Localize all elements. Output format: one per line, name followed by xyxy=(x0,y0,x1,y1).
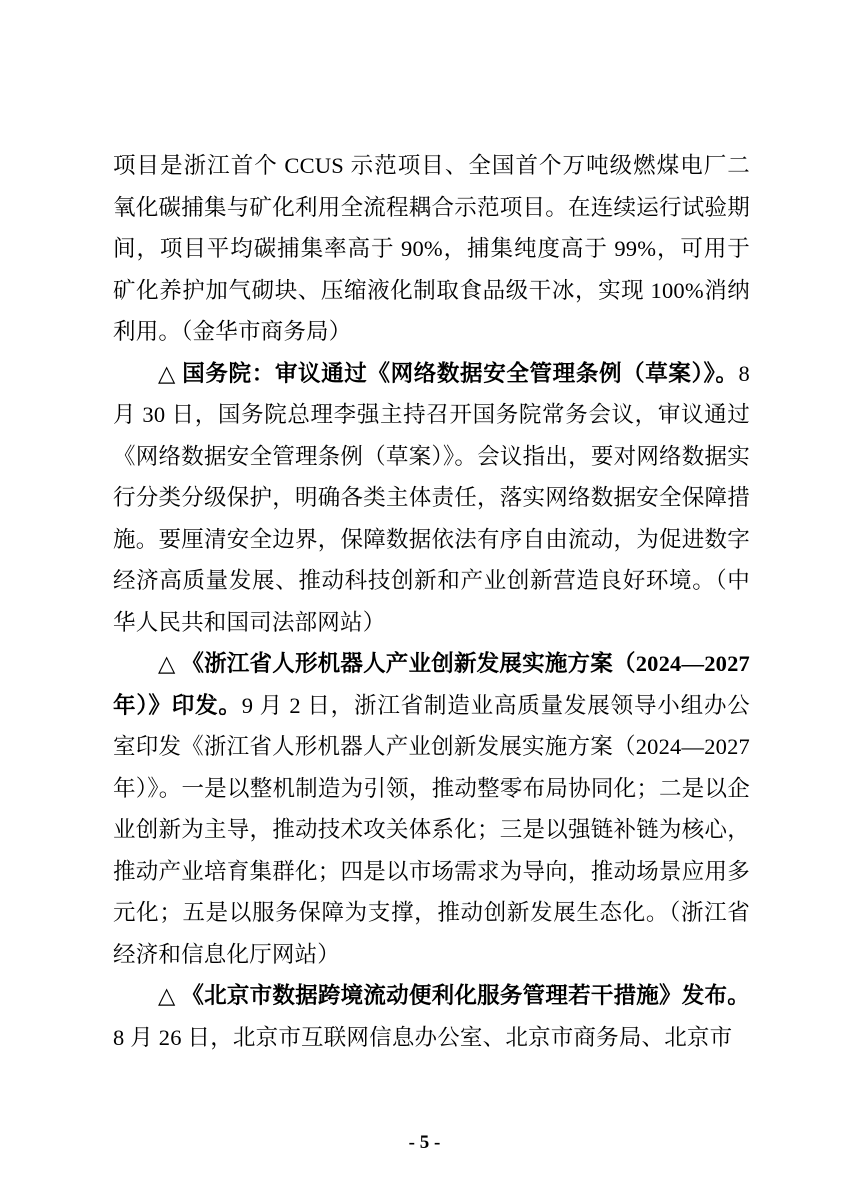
paragraph-beijing-cross-border-data-measures xyxy=(113,975,750,1058)
item-headline: △ 国务院：审议通过《网络数据安全管理条例（草案）》。 xyxy=(158,360,739,386)
paragraph-text: 8 月 26 日，北京市互联网信息办公室、北京市商务局、北京市 xyxy=(113,1024,733,1050)
paragraph-ccus-demo-project xyxy=(113,145,750,353)
page-number: - 5 - xyxy=(408,1132,441,1153)
paragraph-text: 8 月 30 日，国务院总理李强主持召开国务院常务会议，审议通过《网络数据安全管理条例（草案）》。会议指出，要对网络数据实行分类分级保护，明确各类主体责任，落实网络数据安全保障措施。要厘清安全边界，保障数据依法有序自由流动，为促进数字经济高质量发展、推动科技创新和产业创新营造良好环境。（中华人民共和国司法部网站） xyxy=(113,360,750,635)
document-body xyxy=(113,145,750,1058)
paragraph-text: 项目是浙江首个 CCUS 示范项目、全国首个万吨级燃煤电厂二氧化碳捕集与矿化利用全流程耦合示范项目。在连续运行试验期间，项目平均碳捕集率高于 90%，捕集纯度高于 99%，可用于矿化养护加气砌块、压缩液化制取食品级干冰，实现 100%消纳利用。（金华市商务局） xyxy=(113,153,750,344)
item-headline: △ 《北京市数据跨境流动便利化服务管理若干措施》发布。 xyxy=(158,983,750,1008)
paragraph-network-data-security-regulation xyxy=(113,353,750,644)
item-headline: △ 《浙江省人形机器人产业创新发展实施方案（2024—2027 年）》印发。 xyxy=(113,651,750,718)
paragraph-zhejiang-humanoid-robot-plan xyxy=(113,643,750,975)
paragraph-text: 9 月 2 日，浙江省制造业高质量发展领导小组办公室印发《浙江省人形机器人产业创新发展实施方案（2024—2027 年）》。一是以整机制造为引领，推动整零布局协同化；二是以企业创新为主导，推动技术攻关体系化；三是以强链补链为核心，推动产业培育集群化；四是以市场需求为导向，推动场景应用多元化；五是以服务保障为支撑，推动创新发展生态化。（浙江省经济和信息化厅网站） xyxy=(113,692,750,967)
